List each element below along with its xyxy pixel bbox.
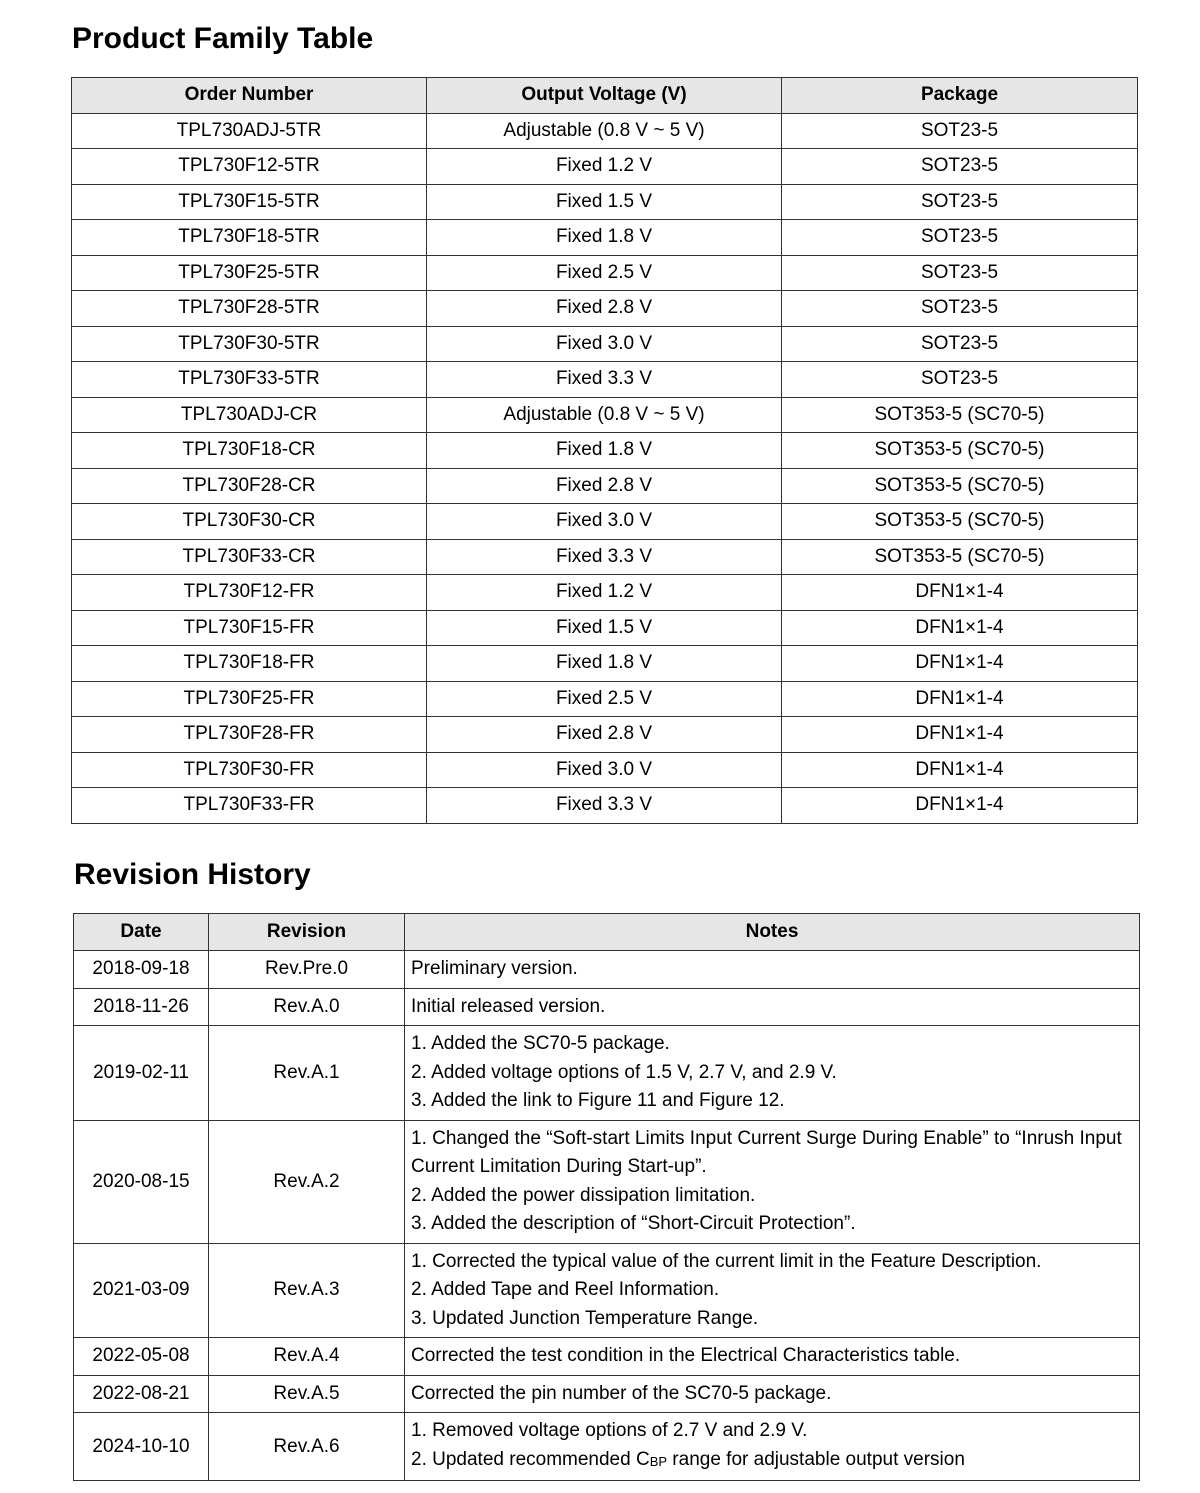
note-text: range for adjustable output version [667, 1448, 965, 1470]
note-line: Initial released version. [411, 995, 606, 1017]
output-voltage-cell: Adjustable (0.8 V ~ 5 V) [427, 113, 782, 149]
package-cell: SOT23-5 [782, 326, 1138, 362]
table-row [74, 1120, 1140, 1243]
package-cell: DFN1×1-4 [782, 717, 1138, 753]
package-cell: SOT23-5 [782, 362, 1138, 398]
note-line: 3. Updated Junction Temperature Range. [411, 1307, 759, 1329]
table-header-row [72, 78, 1138, 114]
subscript-text: BP [649, 1453, 668, 1469]
table-row [72, 504, 1138, 540]
package-cell: SOT353-5 (SC70-5) [782, 468, 1138, 504]
table-row [74, 1375, 1140, 1413]
product-family-table [71, 77, 1138, 824]
note-line: 1. Added the SC70-5 package. [411, 1033, 670, 1054]
package-cell: DFN1×1-4 [782, 788, 1138, 824]
order-number-cell: TPL730F12-5TR [72, 149, 427, 185]
notes-cell [405, 988, 1140, 1026]
date-cell: 2019-02-11 [74, 1026, 209, 1121]
note-line [411, 1446, 1133, 1477]
revision-cell: Rev.A.5 [209, 1375, 405, 1413]
output-voltage-cell: Fixed 3.0 V [427, 326, 782, 362]
order-number-cell: TPL730F25-FR [72, 681, 427, 717]
header-package: Package [782, 78, 1138, 114]
package-cell: DFN1×1-4 [782, 575, 1138, 611]
header-notes: Notes [405, 914, 1140, 951]
output-voltage-cell: Fixed 3.3 V [427, 788, 782, 824]
order-number-cell: TPL730ADJ-5TR [72, 113, 427, 149]
table-row [74, 1413, 1140, 1481]
table-row [72, 752, 1138, 788]
order-number-cell: TPL730F30-CR [72, 504, 427, 540]
output-voltage-cell: Fixed 3.0 V [427, 504, 782, 540]
date-cell: 2020-08-15 [74, 1120, 209, 1243]
header-revision: Revision [209, 914, 405, 951]
note-line: Corrected the pin number of the SC70-5 package. [411, 1382, 832, 1404]
note-text: 2. Updated recommended C [411, 1448, 650, 1470]
order-number-cell: TPL730F33-5TR [72, 362, 427, 398]
output-voltage-cell: Fixed 1.5 V [427, 184, 782, 220]
table-row [72, 326, 1138, 362]
table-row [72, 184, 1138, 220]
table-row [72, 646, 1138, 682]
date-cell: 2022-05-08 [74, 1338, 209, 1376]
notes-cell [405, 951, 1140, 989]
table-row [72, 468, 1138, 504]
order-number-cell: TPL730F15-FR [72, 610, 427, 646]
package-cell: SOT23-5 [782, 255, 1138, 291]
revision-cell: Rev.A.3 [209, 1243, 405, 1338]
output-voltage-cell: Fixed 1.8 V [427, 220, 782, 256]
output-voltage-cell: Fixed 3.0 V [427, 752, 782, 788]
output-voltage-cell: Fixed 1.2 V [427, 575, 782, 611]
notes-cell [405, 1243, 1140, 1338]
output-voltage-cell: Fixed 2.8 V [427, 468, 782, 504]
output-voltage-cell: Fixed 3.3 V [427, 362, 782, 398]
note-line: 3. Added the description of “Short-Circuit Protection”. [411, 1213, 856, 1234]
table-row [74, 1338, 1140, 1376]
output-voltage-cell: Fixed 2.5 V [427, 255, 782, 291]
order-number-cell: TPL730F15-5TR [72, 184, 427, 220]
table-row [72, 539, 1138, 575]
date-cell: 2024-10-10 [74, 1413, 209, 1481]
note-line: 1. Removed voltage options of 2.7 V and 2.9 V. [411, 1420, 808, 1441]
package-cell: SOT23-5 [782, 220, 1138, 256]
header-output-voltage: Output Voltage (V) [427, 78, 782, 114]
output-voltage-cell: Fixed 1.5 V [427, 610, 782, 646]
date-cell: 2018-09-18 [74, 951, 209, 989]
order-number-cell: TPL730F25-5TR [72, 255, 427, 291]
revision-cell: Rev.A.4 [209, 1338, 405, 1376]
output-voltage-cell: Fixed 1.8 V [427, 646, 782, 682]
note-line: 1. Corrected the typical value of the current limit in the Feature Description. [411, 1250, 1042, 1272]
revision-cell: Rev.A.6 [209, 1413, 405, 1481]
header-order-number: Order Number [72, 78, 427, 114]
revision-cell: Rev.Pre.0 [209, 951, 405, 989]
revision-cell: Rev.A.0 [209, 988, 405, 1026]
order-number-cell: TPL730F28-5TR [72, 291, 427, 327]
output-voltage-cell: Fixed 3.3 V [427, 539, 782, 575]
order-number-cell: TPL730F33-CR [72, 539, 427, 575]
table-row [74, 1243, 1140, 1338]
order-number-cell: TPL730F12-FR [72, 575, 427, 611]
output-voltage-cell: Fixed 2.8 V [427, 717, 782, 753]
order-number-cell: TPL730F18-CR [72, 433, 427, 469]
notes-cell [405, 1120, 1140, 1243]
table-header-row [74, 914, 1140, 951]
table-row [72, 291, 1138, 327]
order-number-cell: TPL730F30-5TR [72, 326, 427, 362]
table-row [72, 220, 1138, 256]
output-voltage-cell: Fixed 2.5 V [427, 681, 782, 717]
package-cell: DFN1×1-4 [782, 752, 1138, 788]
order-number-cell: TPL730ADJ-CR [72, 397, 427, 433]
package-cell: DFN1×1-4 [782, 681, 1138, 717]
table-row [72, 433, 1138, 469]
output-voltage-cell: Fixed 1.2 V [427, 149, 782, 185]
table-row [72, 610, 1138, 646]
revision-history-table [73, 913, 1140, 1481]
note-line: 2. Added the power dissipation limitation. [411, 1184, 756, 1206]
notes-cell [405, 1413, 1140, 1481]
package-cell: DFN1×1-4 [782, 646, 1138, 682]
table-row [74, 988, 1140, 1026]
table-row [72, 681, 1138, 717]
package-cell: SOT23-5 [782, 184, 1138, 220]
order-number-cell: TPL730F18-5TR [72, 220, 427, 256]
order-number-cell: TPL730F28-FR [72, 717, 427, 753]
product-family-title: Product Family Table [72, 22, 374, 55]
revision-cell: Rev.A.1 [209, 1026, 405, 1121]
order-number-cell: TPL730F18-FR [72, 646, 427, 682]
package-cell: SOT23-5 [782, 149, 1138, 185]
package-cell: SOT353-5 (SC70-5) [782, 539, 1138, 575]
table-row [72, 255, 1138, 291]
note-line: Preliminary version. [411, 958, 578, 979]
table-row [72, 717, 1138, 753]
order-number-cell: TPL730F33-FR [72, 788, 427, 824]
package-cell: SOT23-5 [782, 113, 1138, 149]
order-number-cell: TPL730F28-CR [72, 468, 427, 504]
table-row [74, 1026, 1140, 1121]
output-voltage-cell: Fixed 2.8 V [427, 291, 782, 327]
table-row [72, 788, 1138, 824]
date-cell: 2021-03-09 [74, 1243, 209, 1338]
table-row [72, 575, 1138, 611]
date-cell: 2022-08-21 [74, 1375, 209, 1413]
table-row [72, 113, 1138, 149]
note-line: 3. Added the link to Figure 11 and Figure 12. [411, 1090, 785, 1111]
output-voltage-cell: Adjustable (0.8 V ~ 5 V) [427, 397, 782, 433]
notes-cell [405, 1338, 1140, 1376]
table-row [72, 362, 1138, 398]
package-cell: SOT353-5 (SC70-5) [782, 504, 1138, 540]
table-row [74, 951, 1140, 989]
output-voltage-cell: Fixed 1.8 V [427, 433, 782, 469]
package-cell: SOT353-5 (SC70-5) [782, 433, 1138, 469]
note-line: Corrected the test condition in the Electrical Characteristics table. [411, 1345, 961, 1366]
package-cell: DFN1×1-4 [782, 610, 1138, 646]
note-line: 1. Changed the “Soft-start Limits Input Current Surge During Enable” to “Inrush Input Current Limitation During Start-up”. [411, 1127, 1122, 1177]
revision-history-title: Revision History [74, 858, 311, 891]
note-line: 2. Added Tape and Reel Information. [411, 1279, 720, 1300]
package-cell: SOT23-5 [782, 291, 1138, 327]
package-cell: SOT353-5 (SC70-5) [782, 397, 1138, 433]
table-row [72, 149, 1138, 185]
date-cell: 2018-11-26 [74, 988, 209, 1026]
note-line: 2. Added voltage options of 1.5 V, 2.7 V, and 2.9 V. [411, 1061, 837, 1083]
revision-cell: Rev.A.2 [209, 1120, 405, 1243]
order-number-cell: TPL730F30-FR [72, 752, 427, 788]
table-row [72, 397, 1138, 433]
notes-cell [405, 1026, 1140, 1121]
notes-cell [405, 1375, 1140, 1413]
header-date: Date [74, 914, 209, 951]
